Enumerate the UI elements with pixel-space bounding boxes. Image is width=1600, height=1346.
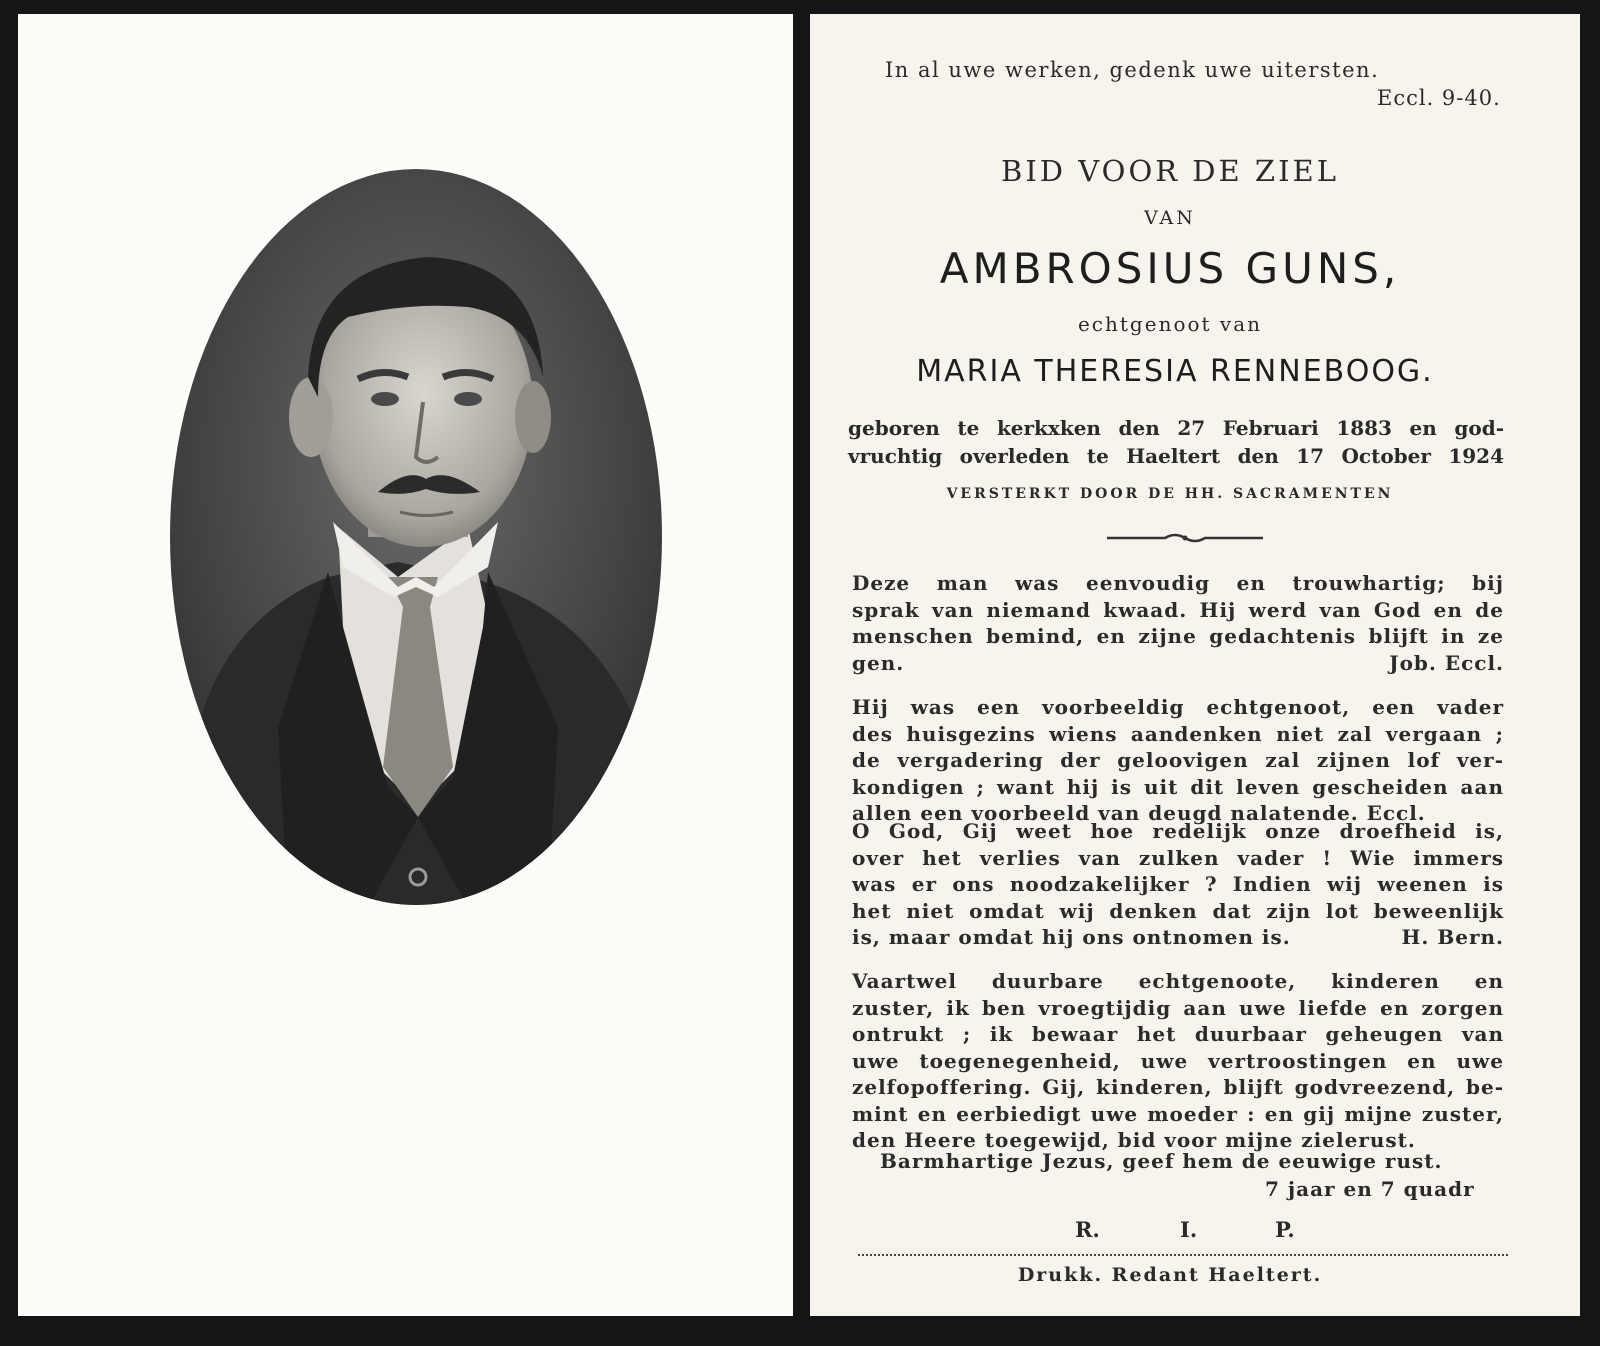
portrait-photo [168, 167, 664, 907]
text-line: sprak van niemand kwaad. Hij werd van God en de [852, 597, 1504, 622]
text-line: uwe toegenegenheid, uwe vertroostingen en uwe [852, 1048, 1504, 1073]
paragraph-4 [852, 968, 1504, 1154]
text-line: menschen bemind, en zijne gedachtenis blijft in ze [852, 624, 1504, 648]
spouse-name: MARIA THERESIA RENNEBOOG. [916, 354, 1434, 389]
rip-i: I. [1180, 1217, 1198, 1242]
prayer-heading: BID VOOR DE ZIEL [1001, 154, 1339, 188]
text-line: ontrukt ; ik bewaar het duurbaar geheugen van [852, 1022, 1504, 1046]
citation: Job. Eccl. [1389, 650, 1504, 675]
text-line: is, maar omdat hij ons ontnomen is. [852, 925, 1291, 949]
text-line: Hij was een voorbeeldig echtgenoot, een vader [852, 695, 1504, 719]
ornament-divider [1105, 530, 1265, 546]
van-label: VAN [1144, 207, 1196, 229]
text-line: kondigen ; want hij is uit dit leven gescheiden aan [852, 774, 1504, 799]
text-line: het niet omdat wij denken dat zijn lot beweenlijk [852, 898, 1504, 923]
citation: H. Bern. [1401, 925, 1504, 949]
text-line: de vergadering der geloovigen zal zijnen lof ver- [852, 748, 1504, 772]
birth-death-details [848, 414, 1504, 470]
sacraments-line: VERSTERKT DOOR DE HH. SACRAMENTEN [946, 486, 1394, 502]
text-line-with-ref [852, 924, 1504, 951]
indulgence-note: 7 jaar en 7 quadr [1265, 1177, 1475, 1201]
text-line: Vaartwel duurbare echtgenoote, kinderen en [852, 969, 1504, 993]
text-line: des huisgezins wiens aandenken niet zal vergaan ; [852, 721, 1504, 746]
motto: In al uwe werken, gedenk uwe uitersten. [885, 58, 1380, 82]
paragraph-3 [852, 818, 1504, 951]
text-line-with-ref [852, 650, 1504, 677]
dotted-rule [858, 1254, 1508, 1256]
rip-r: R. [1075, 1217, 1100, 1242]
printer-credit: Drukk. Redant Haeltert. [1017, 1264, 1323, 1286]
death-line: vruchtig overleden te Haeltert den 17 October 1924 [848, 444, 1504, 468]
text-line: den Heere toegewijd, bid voor mijne zielerust. [852, 1128, 1416, 1152]
spouse-label: echtgenoot van [1077, 312, 1263, 336]
text-line: allen een voorbeeld van deugd nalatende. Eccl. [852, 801, 1426, 825]
card-back [810, 14, 1580, 1316]
text-line: Deze man was eenvoudig en trouwhartig; bij [852, 571, 1504, 595]
closing-prayer: Barmhartige Jezus, geef hem de eeuwige rust. [880, 1149, 1443, 1173]
rip-p: P. [1275, 1217, 1295, 1242]
text-line: over het verlies van zulken vader ! Wie immers [852, 845, 1504, 870]
text-line: gen. [852, 650, 905, 675]
birth-line: geboren te kerkxken den 27 Februari 1883 en god- [848, 416, 1504, 440]
text-line: mint en eerbiedigt uwe moeder : en gij mijne zuster, [852, 1101, 1504, 1126]
text-line: O God, Gij weet hoe redelijk onze droefheid is, [852, 819, 1504, 843]
paragraph-2 [852, 694, 1504, 827]
card-front [18, 14, 793, 1316]
text-line: was er ons noodzakelijker ? Indien wij weenen is [852, 872, 1504, 896]
text-line: zuster, ik ben vroegtijdig aan uwe liefde en zorgen [852, 995, 1504, 1020]
text-line: zelfopoffering. Gij, kinderen, blijft godvreezend, be- [852, 1075, 1504, 1099]
paragraph-1 [852, 570, 1504, 676]
motto-reference: Eccl. 9-40. [1377, 86, 1501, 110]
deceased-name: AMBROSIUS GUNS, [939, 244, 1401, 293]
